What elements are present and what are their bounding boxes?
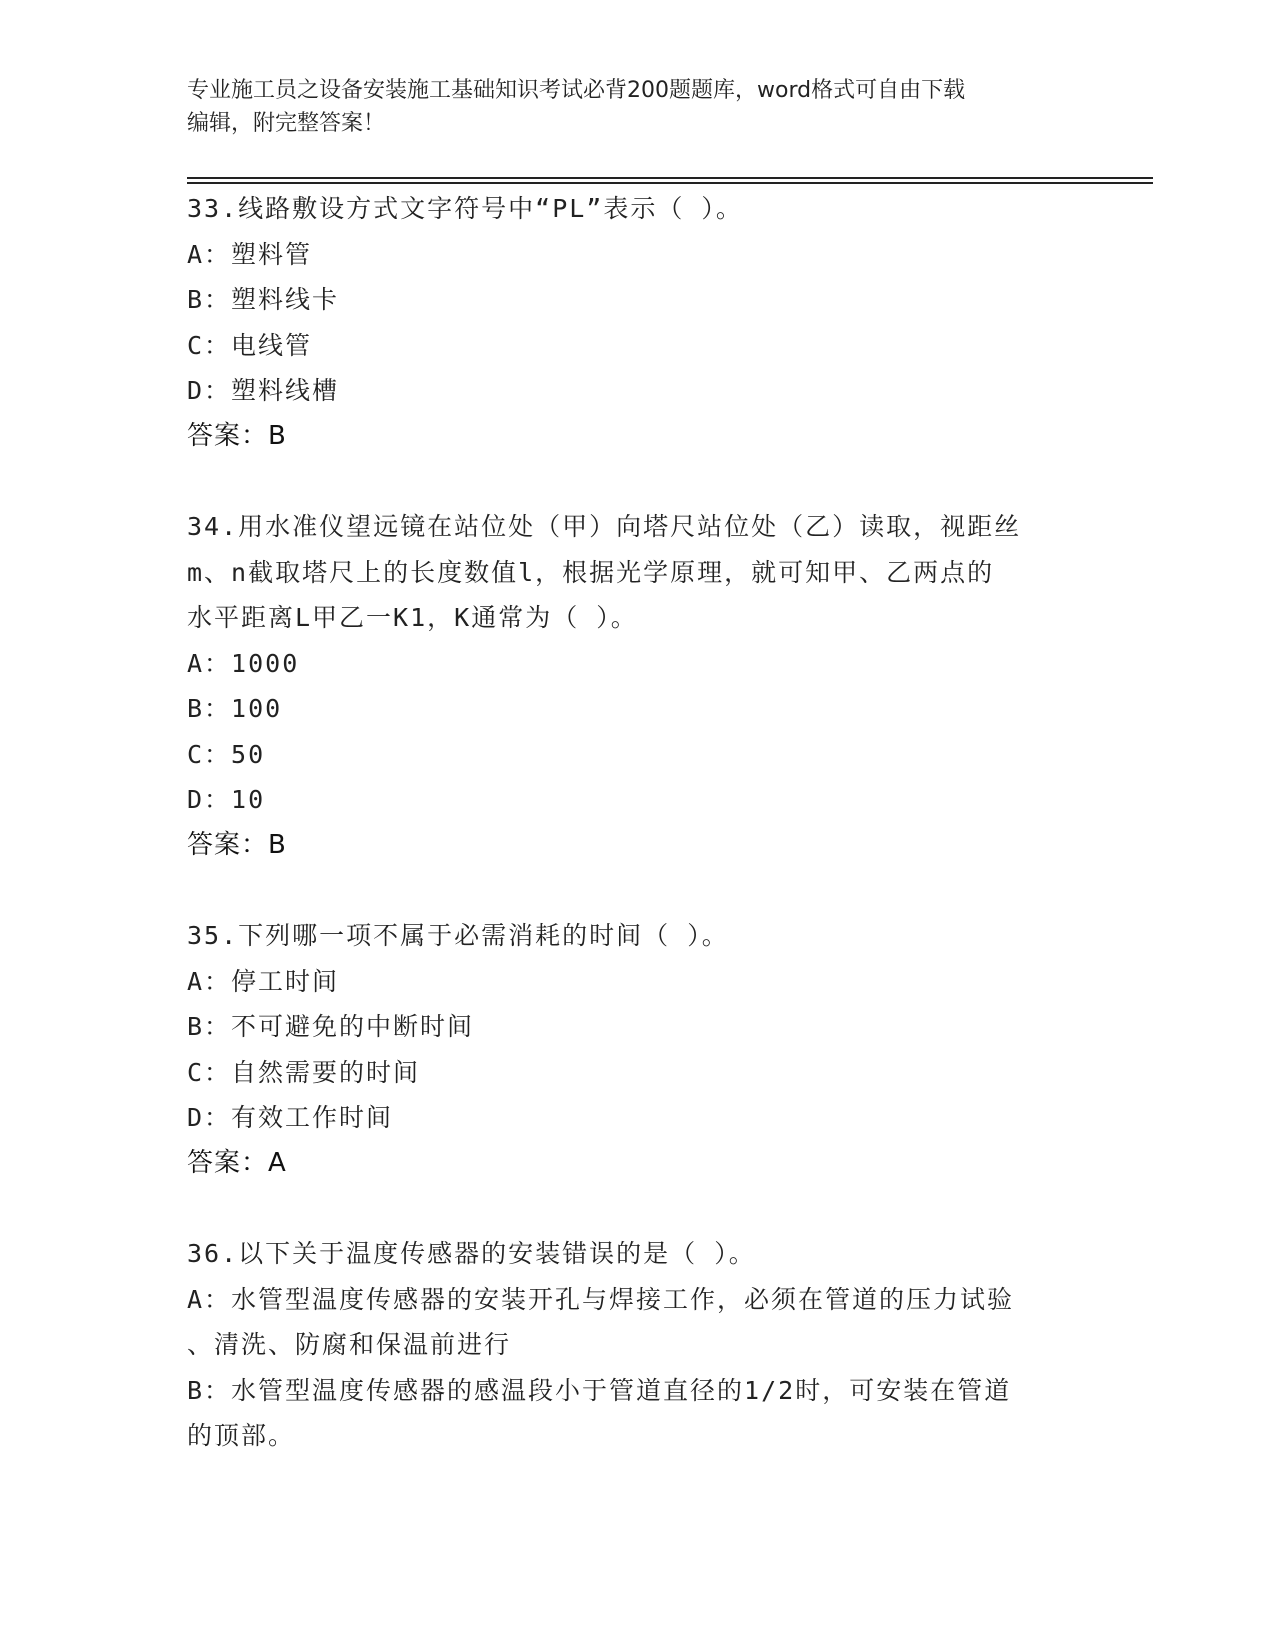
question-stem-line-1: 34.用水准仪望远镜在站位处（甲）向塔尺站位处（乙）读取，视距丝	[187, 512, 1022, 541]
question-33	[187, 186, 1087, 459]
answer-line: 答案：A	[187, 1147, 287, 1178]
header-title-line-1: 专业施工员之设备安装施工基础知识考试必背200题题库，word格式可自由下载	[187, 78, 966, 103]
option-d: D：有效工作时间	[187, 1103, 394, 1132]
option-a-line-2: 、清洗、防腐和保温前进行	[187, 1330, 512, 1359]
question-stem-line-2: m、n截取塔尺上的长度数值l，根据光学原理，就可知甲、乙两点的	[187, 557, 995, 587]
option-d: D：塑料线槽	[187, 376, 340, 405]
header-divider-bottom	[187, 182, 1153, 184]
option-b: B：塑料线卡	[187, 285, 340, 314]
option-a-line-1: A：水管型温度传感器的安装开孔与焊接工作，必须在管道的压力试验	[187, 1284, 1015, 1314]
option-d: D：10	[187, 785, 266, 814]
option-a: A：停工时间	[187, 966, 340, 996]
question-36	[187, 1231, 1087, 1459]
option-b: B：100	[187, 694, 283, 723]
question-stem: 33.线路敷设方式文字符号中“PL”表示（ ）。	[187, 194, 743, 223]
option-b: B：不可避免的中断时间	[187, 1012, 475, 1041]
header-divider-top	[187, 177, 1153, 179]
option-c: C：电线管	[187, 330, 313, 360]
option-c: C：自然需要的时间	[187, 1057, 421, 1087]
option-c: C：50	[187, 739, 266, 769]
option-a: A：1000	[187, 648, 300, 678]
document-header	[187, 74, 1067, 140]
answer-line: 答案：B	[187, 829, 287, 860]
question-stem: 36.以下关于温度传感器的安装错误的是（ ）。	[187, 1239, 756, 1268]
answer-line: 答案：B	[187, 420, 287, 451]
question-34	[187, 504, 1087, 868]
option-b-line-2: 的顶部。	[187, 1421, 296, 1450]
option-b-line-1: B：水管型温度传感器的感温段小于管道直径的1/2时，可安装在管道	[187, 1375, 1012, 1405]
question-stem-line-3: 水平距离L甲乙一K1，K通常为（ ）。	[187, 603, 638, 632]
header-title-line-2: 编辑，附完整答案！	[187, 111, 386, 136]
question-stem: 35.下列哪一项不属于必需消耗的时间（ ）。	[187, 921, 729, 950]
question-35	[187, 913, 1087, 1186]
question-list	[187, 186, 1087, 1459]
option-a: A：塑料管	[187, 239, 313, 269]
